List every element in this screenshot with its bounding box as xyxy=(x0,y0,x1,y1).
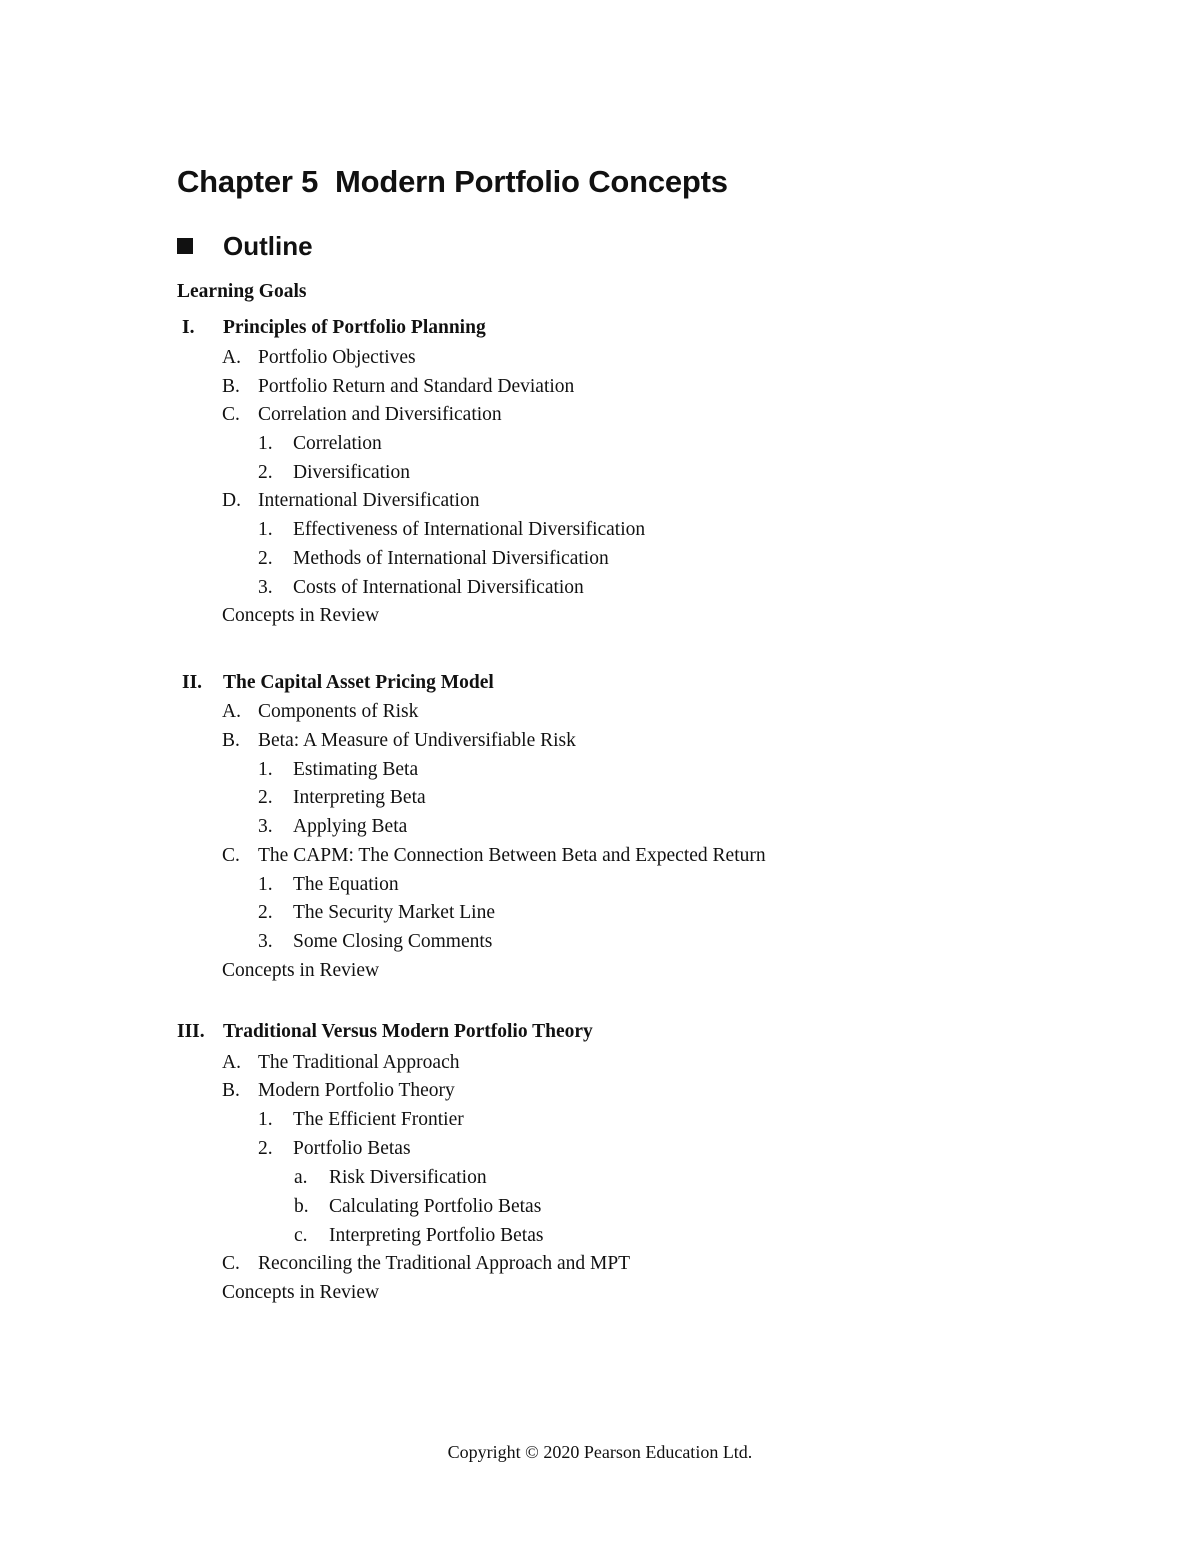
subsubitem-text: Interpreting Portfolio Betas xyxy=(329,1225,544,1246)
item-marker: A. xyxy=(222,701,241,722)
subitem-text: Effectiveness of International Diversification xyxy=(293,519,646,540)
subitem-text: Estimating Beta xyxy=(293,759,419,780)
subitem-marker: 2. xyxy=(258,902,273,923)
subsubitem-text: Risk Diversification xyxy=(329,1167,487,1188)
section-title: Traditional Versus Modern Portfolio Theory xyxy=(223,1021,593,1042)
copyright-text: Copyright © 2020 Pearson Education Ltd. xyxy=(447,1442,753,1462)
subsubitem-marker: c. xyxy=(294,1225,308,1246)
item-text: The Traditional Approach xyxy=(258,1052,460,1073)
learning-goals-heading: Learning Goals xyxy=(177,281,307,302)
subsubitem-text: Calculating Portfolio Betas xyxy=(329,1196,542,1217)
square-bullet-icon xyxy=(177,238,193,254)
chapter-title: Chapter 5 Modern Portfolio Concepts xyxy=(177,164,728,199)
subitem-marker: 1. xyxy=(258,1109,273,1130)
item-marker: B. xyxy=(222,730,240,751)
subitem-marker: 1. xyxy=(258,874,273,895)
subitem-marker: 2. xyxy=(258,548,273,569)
item-marker: B. xyxy=(222,1080,240,1101)
subsubitem-marker: b. xyxy=(294,1196,309,1217)
subitem-marker: 3. xyxy=(258,816,273,837)
subsubitem-marker: a. xyxy=(294,1167,308,1188)
subitem-text: Applying Beta xyxy=(293,816,408,837)
section-numeral: II. xyxy=(182,672,203,693)
concepts-in-review: Concepts in Review xyxy=(222,605,380,626)
item-text: Portfolio Return and Standard Deviation xyxy=(258,376,575,397)
subitem-text: The Security Market Line xyxy=(293,902,495,923)
subitem-text: Diversification xyxy=(293,462,410,483)
item-marker: A. xyxy=(222,347,241,368)
item-text: The CAPM: The Connection Between Beta and Expected Return xyxy=(258,845,766,866)
subitem-marker: 1. xyxy=(258,519,273,540)
item-text: Reconciling the Traditional Approach and MPT xyxy=(258,1253,631,1274)
concepts-in-review: Concepts in Review xyxy=(222,960,380,981)
item-marker: C. xyxy=(222,845,240,866)
item-text: Beta: A Measure of Undiversifiable Risk xyxy=(258,730,576,751)
section-numeral: III. xyxy=(177,1021,205,1042)
section-numeral: I. xyxy=(182,317,195,338)
subitem-marker: 1. xyxy=(258,433,273,454)
item-marker: D. xyxy=(222,490,241,511)
subitem-text: Correlation xyxy=(293,433,382,454)
item-marker: C. xyxy=(222,1253,240,1274)
subitem-marker: 1. xyxy=(258,759,273,780)
item-text: Modern Portfolio Theory xyxy=(258,1080,455,1101)
subitem-marker: 2. xyxy=(258,462,273,483)
item-text: Portfolio Objectives xyxy=(258,347,416,368)
section-title: Principles of Portfolio Planning xyxy=(223,317,486,338)
copyright-footer xyxy=(0,1440,1200,1464)
subitem-marker: 2. xyxy=(258,1138,273,1159)
subitem-text: The Efficient Frontier xyxy=(293,1109,464,1130)
subitem-text: Interpreting Beta xyxy=(293,787,426,808)
outline-heading-text: Outline xyxy=(223,231,313,261)
item-marker: A. xyxy=(222,1052,241,1073)
item-marker: C. xyxy=(222,404,240,425)
item-text: Correlation and Diversification xyxy=(258,404,502,425)
subitem-text: Costs of International Diversification xyxy=(293,577,584,598)
subitem-text: Some Closing Comments xyxy=(293,931,493,952)
section-title: The Capital Asset Pricing Model xyxy=(223,672,494,693)
subitem-marker: 3. xyxy=(258,931,273,952)
subitem-text: Portfolio Betas xyxy=(293,1138,411,1159)
outline-heading xyxy=(177,228,313,264)
item-marker: B. xyxy=(222,376,240,397)
subitem-marker: 2. xyxy=(258,787,273,808)
item-text: International Diversification xyxy=(258,490,480,511)
item-text: Components of Risk xyxy=(258,701,419,722)
subitem-marker: 3. xyxy=(258,577,273,598)
concepts-in-review: Concepts in Review xyxy=(222,1282,380,1303)
subitem-text: The Equation xyxy=(293,874,399,895)
subitem-text: Methods of International Diversification xyxy=(293,548,609,569)
